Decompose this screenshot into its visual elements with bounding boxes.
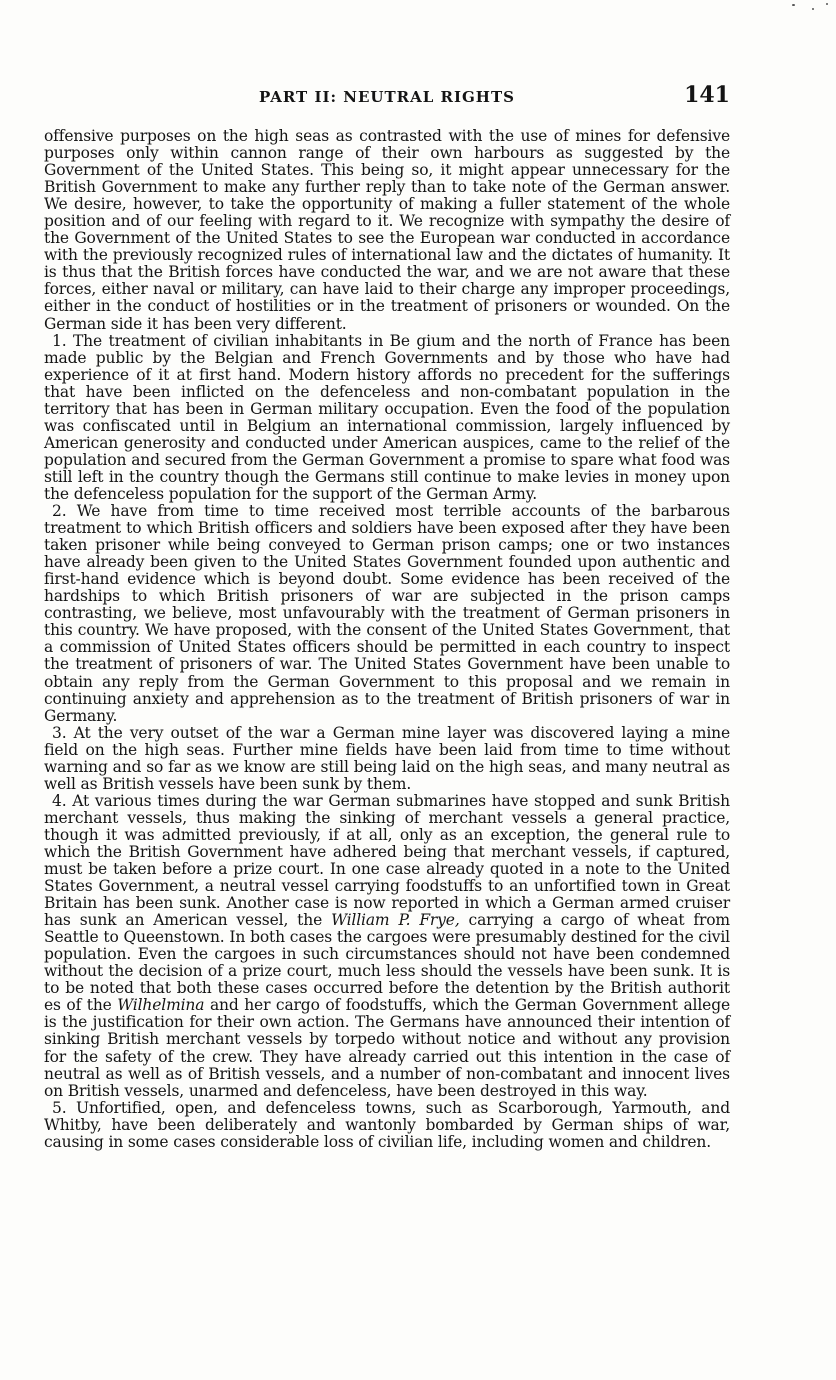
paragraph-5-bombardment: 5. Unfortified, open, and defenceless towns, such as Scarborough, Yarmouth, and Whitby, have been deliberately and wantonly bombarded by German ships of war, causing in some cases considerable loss of civilian life, including women and children.	[44, 1098, 730, 1151]
paragraph-1-belgium: 1. The treatment of civilian inhabitants in Be gium and the north of France has been made public by the Belgian and French Governments and by those who have had experience of it at first hand. Modern history affords no precedent for the sufferings that have been inflicted on the defenceless and non-combatant population in the territory that has been in German military occupation. Even the food of the population was confiscated until in Belgium an international commission, largely influenced by American generosity and conducted under American auspices, came to the relief of the population and secured from the German Government a promise to spare what food was still left in the country though the Germans still continue to make levies in money upon the defenceless population for the support of the German Army.	[44, 331, 730, 503]
scan-speck	[826, 3, 828, 5]
paragraph-3-mines: 3. At the very outset of the war a German mine layer was discovered laying a mine field on the high seas. Further mine fields have been laid from time to time without warning and so far as we know are still being laid on the high seas, and many neutral as well as British vessels have been sunk by them.	[44, 723, 730, 793]
paragraph-2-prisoners: 2. We have from time to time received most terrible accounts of the barbarous treatment to which British officers and soldiers have been exposed after they have been taken prisoner while being conveyed to German prison camps; one or two instances have already been given to the United States Government founded upon authentic and first-hand evidence which is beyond doubt. Some evidence has been received of the hardships to which British prisoners of war are subjected in the prison camps contrasting, we believe, most unfavourably with the treatment of German prisoners in this country. We have proposed, with the consent of the United States Government, that a commission of United States officers should be permitted in each country to inspect the treatment of prisoners of war. The United States Government have been unable to obtain any reply from the German Government to this proposal and we remain in continuing anxiety and apprehension as to the treatment of British prisoners of war in Germany.	[44, 502, 730, 725]
ship-name-william-p-frye: William P. Frye,	[331, 911, 460, 930]
running-head: PART II: NEUTRAL RIGHTS	[259, 88, 515, 106]
scan-speck	[812, 8, 814, 10]
paragraph-4-text-part-2: carrying a cargo of wheat from Seattle to Queenstown. In both cases the cargoes were presumably destined for the civil population. Even the cargoes in such circumstances should not have been condemned without the decision of a prize court, much less should the vessels have been sunk. It is to be noted that both these cases occurred before the detention by the British authorit es of the	[44, 911, 730, 1015]
paragraph-4-text-part-3: and her cargo of foodstuffs, which the German Government allege is the justification for their own action. The Germans have announced their intention of sinking British merchant vessels by torpedo without notice and without any provision for the safety of the crew. They have already carried out this intention in the case of neutral as well as of British vessels, and a number of non-combatant and innocent lives on British vessels, unarmed and defenceless, have been destroyed in this way.	[44, 996, 730, 1100]
body-text	[44, 128, 730, 1151]
page-number: 141	[684, 82, 730, 108]
page-header	[44, 82, 730, 114]
paragraph-continued: offensive purposes on the high seas as contrasted with the use of mines for defensive purposes only within cannon range of their own harbours as suggested by the Government of the United States. This being so, it might appear unnecessary for the British Government to make any further reply than to take note of the German answer. We desire, however, to take the opportunity of making a fuller statement of the whole position and of our feeling with regard to it. We recognize with sympathy the desire of the Government of the United States to see the European war conducted in accordance with the previously recognized rules of international law and the dictates of humanity. It is thus that the British forces have conducted the war, and we are not aware that these forces, either naval or military, can have laid to their charge any improper proceedings, either in the conduct of hostilities or in the treatment of prisoners or wounded. On the German side it has been very different.	[44, 127, 730, 333]
scan-speck	[792, 4, 795, 6]
paragraph-4-text-part-1: 4. At various times during the war German submarines have stopped and sunk British merchant vessels, thus making the sinking of merchant vessels a general practice, though it was admitted previously, if at all, only as an exception, the general rule to which the British Government have adhered being that merchant vessels, if captured, must be taken before a prize court. In one case already quoted in a note to the United States Government, a neutral vessel carrying foodstuffs to an unfortified town in Great Britain has been sunk. Another case is now reported in which a German armed cruiser has sunk an American vessel, the	[44, 791, 730, 930]
ship-name-wilhelmina: Wilhelmina	[117, 996, 205, 1015]
paragraph-4-submarines	[44, 793, 730, 1100]
